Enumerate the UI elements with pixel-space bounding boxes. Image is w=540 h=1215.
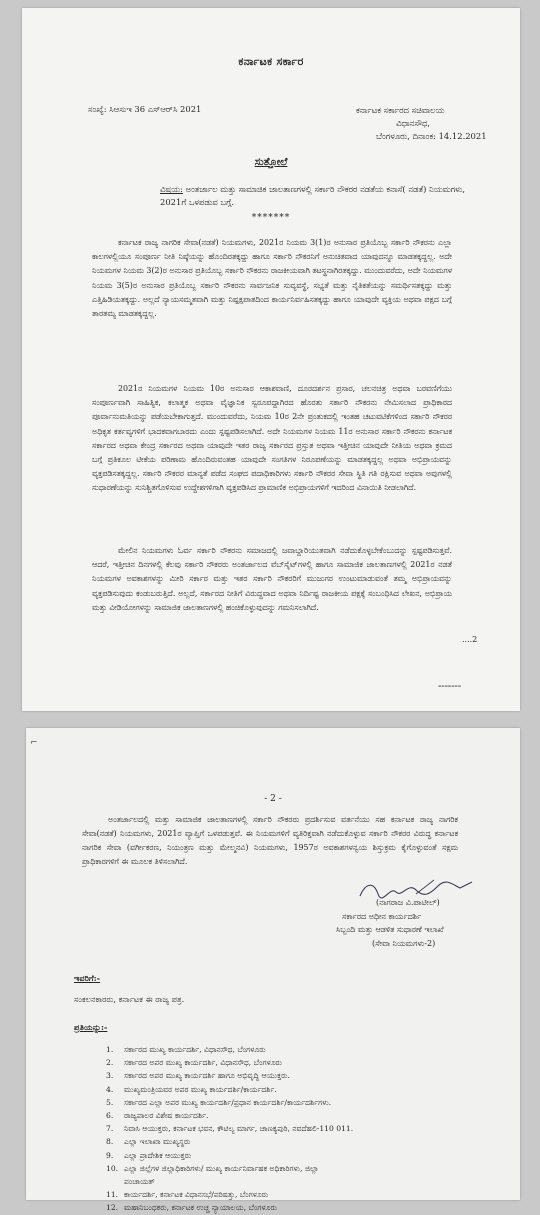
list-item: 1. ಸರ್ಕಾರದ ಮುಖ್ಯ ಕಾರ್ಯದರ್ಶಿ, ವಿಧಾನಸೌಧ, ಬೆಂಗಳೂರು <box>106 1045 266 1054</box>
list-item: 8. ಎಲ್ಲಾ ಇಲಾಖಾ ಮುಖ್ಯಸ್ಥರು <box>106 1137 191 1147</box>
office-line-1: ಕರ್ನಾಟಕ ಸರ್ಕಾರದ ಸಚಿವಾಲಯ <box>356 105 445 115</box>
government-header: ಕರ್ನಾಟಕ ಸರ್ಕಾರ <box>238 55 304 68</box>
subject-label: ವಿಷಯ: <box>160 184 183 194</box>
to-recipient: ಸಂಕಲನಕಾರರು, ಕರ್ನಾಟಕ ಈ ರಾಜ್ಯ ಪತ್ರ. <box>74 994 185 1004</box>
list-item: 2. ಸರ್ಕಾರದ ಅಪರ ಮುಖ್ಯ ಕಾರ್ಯದರ್ಶಿ, ವಿಧಾನಸೌಧ, ಬೆಂಗಳೂರು <box>106 1058 282 1068</box>
list-item: 9. ಎಲ್ಲಾ ಪ್ರಾದೇಶಿಕ ಆಯುಕ್ತರು <box>106 1150 192 1160</box>
signatory-section: (ಸೇವಾ ನಿಯಮಗಳು-2) <box>372 938 436 948</box>
document-page-1 <box>22 8 520 711</box>
list-item: ಪಂಚಾಯತ್ <box>124 1177 155 1187</box>
circular-title: ಸುತ್ತೋಲೆ <box>254 156 288 168</box>
office-line-2: ವಿಧಾನಸೌಧ, <box>396 118 431 128</box>
list-item: 3. ಸರ್ಕಾರದ ಅಪರ ಮುಖ್ಯ ಕಾರ್ಯದರ್ಶಿ ಹಾಗೂ ಅಭಿವೃದ್ಧಿ ಆಯುಕ್ತರು. <box>106 1071 290 1081</box>
list-item: 5. ಸರ್ಕಾರದ ಎಲ್ಲಾ ಅಪರ ಮುಖ್ಯ ಕಾರ್ಯದರ್ಶಿ/ಪ್ರಧಾನ ಕಾರ್ಯದರ್ಶಿ/ಕಾರ್ಯದರ್ಶಿಗಳು. <box>106 1097 332 1107</box>
paragraph-2: 2021ರ ನಿಯಮಗಳ ನಿಯಮ 10ರ ಅನುಸಾರ ಆಕಾಶವಾಣಿ, ದೂರದರ್ಶನ ಪ್ರಸಾರ, ಚಲನಚಿತ್ರ ಅಥವಾ ಬರವಣಿಗೆಯು ಸಂಪೂರ್ಣವಾಗಿ ಸಾಹಿತ್ಯಿಕ, ಕಲಾತ್ಮಕ ಅಥವಾ ವೈಜ್ಞಾನಿಕ ಸ್ವರೂಪದ್ದಾಗಿರದ ಹೊರತು ಸರ್ಕಾರಿ ನೌಕರನು ನೇಮಿಸಲಾದ ಪ್ರಾಧಿಕಾರದ ಪೂರ್ವಾನುಮತಿಯನ್ನು ಪಡೆಯಬೇಕಾಗುತ್ತದೆ. ಮುಂದುವರೆದು, ನಿಯಮ 10ರ 2ನೇ ಪ್ರಂತುಕದಲ್ಲಿ ಇಂತಹ ಚಟುವಟಿಕೆಗಳಿಂದ ಸರ್ಕಾರಿ ನೌಕರರ ಅಧಿಕೃತ ಕರ್ತವ್ಯಗಳಿಗೆ ಭಾದಕವಾಗಬಾರದು ಎಂದು ಸ್ಪಷ್ಟಪಡಿಸಲಾಗಿದೆ. ಅದೇ ನಿಯಮಗಳ ನಿಯಮ 11ರ ಅನುಸಾರ ಸರ್ಕಾರಿ ನೌಕರನು ಕರ್ನಾಟಕ ಸರ್ಕಾರದ ಅಥವಾ ಕೇಂದ್ರ ಸರ್ಕಾರದ ಅಥವಾ ಯಾವುದೇ ಇತರ ರಾಜ್ಯ ಸರ್ಕಾರದ ಪ್ರಸ್ತುತ ಅಥವಾ ಇತ್ತೀಚಿನ ಯಾವುದೇ ನೀತಿಯ ಅಥವಾ ಕ್ರಮದ ಬಗ್ಗೆ ಪ್ರತಿಕೂಲ ಟೀಕೆಯ ಪರಿಣಾಮ ಹೊಂದಿರುವಂತಹ ಯಾವುದೇ ಸಂಗತಿಗಳ ನಿರೂಪಣೆಯನ್ನು ಮಾಡತಕ್ಕದ್ದಲ್ಲ ಅಥವಾ ಅಭಿಪ್ರಾಯವನ್ನು ವ್ಯಕ್ತಪಡಿಸತಕ್ಕದ್ದಲ್ಲ. ಸರ್ಕಾರಿ ನೌಕರರ ಮಾನ್ಯತೆ ಪಡೆದ ಸಂಘದ ಪದಾಧಿಕಾರಿಗಳು ಸರ್ಕಾರಿ ನೌಕರರ ಸೇವಾ ಸ್ಥಿತಿ ಗತಿ ರಕ್ಷಿಸುವ ಅಥವಾ ಅವುಗಳಲ್ಲಿ ಸುಧಾರಣೆಯನ್ನು ಸುನಿಶ್ಚಿತಗೊಳಿಸುವ ಉದ್ದೇಶಗಳಿಗಾಗಿ ವ್ಯಕ್ತಪಡಿಸಿದ ಪ್ರಾಮಾಣಿಕ ಅಭಿಪ್ರಾಯಗಳಿಗೆ ಇದರಿಂದ ವಿನಾಯಿತಿ ನೀಡಲಾಗಿದೆ. <box>92 384 452 493</box>
list-item: 12. ಮಹಾನಿಬಂಧಕರು, ಕರ್ನಾಟಕ ಉಚ್ಚ ನ್ಯಾಯಾಲಯ, ಬೆಂಗಳೂರು <box>106 1203 277 1213</box>
list-item: 11. ಕಾರ್ಯದರ್ಶಿ, ಕರ್ನಾಟಕ ವಿಧಾನಸಭೆ/ಪರಿಷತ್ತು, ಬೆಂಗಳೂರು <box>106 1190 269 1200</box>
page-number: - 2 - <box>264 794 282 804</box>
paragraph-page-2: ಅಂತರ್ಜಾಲದಲ್ಲಿ ಮತ್ತು ಸಾಮಾಜಿಕ ಜಾಲತಾಣಗಳಲ್ಲಿ ಸರ್ಕಾರಿ ನೌಕರರು ಪ್ರದರ್ಶಿಸುವ ವರ್ತನೆಯು ಸಹ ಕರ್ನಾಟಕ ರಾಜ್ಯ ನಾಗರಿಕ ಸೇವಾ(ನಡತೆ) ನಿಯಮಗಳು, 2021ರ ವ್ಯಾಪ್ತಿಗೆ ಒಳಪಡುತ್ತವೆ. ಈ ನಿಯಮಗಳಿಗೆ ವ್ಯತಿರಿಕ್ತವಾಗಿ ನಡೆದುಕೊಳ್ಳುವ ಸರ್ಕಾರಿ ನೌಕರರ ವಿರುದ್ಧ ಕರ್ನಾಟಕ ನಾಗರಿಕ ಸೇವಾ (ವರ್ಗೀಕರಣ, ನಿಯಂತ್ರಣ ಮತ್ತು ಮೇಲ್ಮನವಿ) ನಿಯಮಗಳು, 1957ರ ಅವಕಾಶಗಳನ್ವಯ ಶಿಸ್ತುಕ್ರಮ ಕೈಗೊಳ್ಳುವಂತೆ ಸಕ್ಷಮ ಪ್ರಾಧಿಕಾರಗಳಿಗೆ ಈ ಮೂಲಕ ತಿಳಿಸಲಾಗಿದೆ. <box>82 815 458 866</box>
office-date: ಬೆಂಗಳೂರು, ದಿನಾಂಕ: 14.12.2021 <box>376 131 487 141</box>
next-page-marker: ....2 <box>462 635 478 644</box>
signatory-block <box>336 896 444 950</box>
list-item: 4. ಮುಖ್ಯಮಂತ್ರಿಯವರ ಅಪರ ಮುಖ್ಯ ಕಾರ್ಯದರ್ಶಿ/ಕಾರ್ಯದರ್ಶಿ. <box>106 1084 277 1094</box>
list-item: 10. ಎಲ್ಲಾ ಜಿಲ್ಲೆಗಳ ಜಿಲ್ಲಾಧಿಕಾರಿಗಳು/ ಮುಖ್ಯ ಕಾರ್ಯನಿರ್ವಾಹಕ ಅಧಿಕಾರಿಗಳು, ಜಿಲ್ಲಾ <box>106 1163 319 1173</box>
paragraph-3: ಮೇಲಿನ ನಿಯಮಗಳು ಓರ್ವ ಸರ್ಕಾರಿ ನೌಕರನು ಸಮಾಜದಲ್ಲಿ ಜವಾಬ್ದಾರಿಯುತವಾಗಿ ನಡೆದುಕೊಳ್ಳಬೇಕೆಂಬುದನ್ನು ಸ್ಪಷ್ಟಪಡಿಸುತ್ತವೆ. ಆದರೆ, ಇತ್ತೀಚಿನ ದಿನಗಳಲ್ಲಿ ಕೆಲವು ಸರ್ಕಾರಿ ನೌಕರರು ಅಂತರ್ಜಾಲದ ವೆಬ್‌ಸೈಟ್‌ಗಳಲ್ಲಿ ಹಾಗೂ ಸಾಮಾಜಿಕ ಜಾಲತಾಣಗಳಲ್ಲಿ 2021ರ ನಡತೆ ನಿಯಮಗಳ ಅವಕಾಶಗಳನ್ನು ಮೀರಿ ಸರ್ಕಾರ ಮತ್ತು ಇತರ ಸರ್ಕಾರಿ ನೌಕರರಿಗೆ ಮುಜುಗರ ಉಂಟುಮಾಡುವಂತೆ ತಮ್ಮ ಅಭಿಪ್ರಾಯವನ್ನು ವ್ಯಕ್ತಪಡಿಸುವುದು ಕಂಡುಬರುತ್ತಿದೆ. ಅಲ್ಲದೆ, ಸರ್ಕಾರದ ನೀತಿಗೆ ವಿರುದ್ಧವಾದ ಅಥವಾ ನಿರ್ದಿಷ್ಟ ರಾಜಕೀಯ ಪಕ್ಷಕ್ಕೆ ಸಂಬಂಧಿಸಿದ ಲೇಖನ, ಅಭಿಪ್ರಾಯ ಮತ್ತು ವೀಡಿಯೋಗಳನ್ನು ಸಾಮಾಜಿಕ ಜಾಲತಾಣಗಳಲ್ಲಿ ಹಂಚಿಕೊಳ್ಳುವುದನ್ನು ಗಮನಿಸಲಾಗಿದೆ. <box>92 546 452 612</box>
reference-number: ಸಂಖ್ಯೆ: ಸಿಆಸುಇ 36 ಎಸ್‌ಆರ್‌ಸಿ 2021 <box>88 104 202 114</box>
copies-label: ಪ್ರತಿಯನ್ನು:- <box>74 1022 108 1032</box>
binding-mark-icon: ⌐ <box>30 738 38 748</box>
signatory-name: (ನಾಗರಾಜ ವಿ.ಪಾಟೀಲ್) <box>376 898 440 907</box>
signatory-department: ಸಿಬ್ಬಂದಿ ಮತ್ತು ಆಡಳಿತ ಸುಧಾರಣೆ ಇಲಾಖೆ <box>336 925 444 934</box>
scanner-watermark: ▬▬▬▬▬▬▬ <box>438 684 462 688</box>
to-label: ಇವರಿಗೆ:- <box>74 973 101 983</box>
office-address <box>356 104 487 143</box>
paragraph-1: ಕರ್ನಾಟಕ ರಾಜ್ಯ ನಾಗರಿಕ ಸೇವಾ(ನಡತೆ) ನಿಯಮಗಳು, 2021ರ ನಿಯಮ 3(1)ರ ಅನುಸಾರ ಪ್ರತಿಯೊಬ್ಬ ಸರ್ಕಾರಿ ನೌಕರನು ಎಲ್ಲಾ ಕಾಲಗಳಲ್ಲಿಯೂ ಸಂಪೂರ್ಣ ನೀತಿ ನಿಷ್ಠೆಯನ್ನು ಹೊಂದಿರತಕ್ಕದ್ದು ಹಾಗೂ ಸರ್ಕಾರಿ ನೌಕರನಿಗೆ ಅನುಚಿತವಾದ ಯಾವುದನ್ನೂ ಮಾಡತಕ್ಕದ್ದಲ್ಲ. ಅದೇ ನಿಯಮಗಳ ನಿಯಮ 3(2)ರ ಅನುಸಾರ ಪ್ರತಿಯೊಬ್ಬ ಸರ್ಕಾರಿ ನೌಕರನು ರಾಜಕೀಯವಾಗಿ ತಟಸ್ಥನಾಗಿರತಕ್ಕದ್ದು. ಮುಂದುವರೆದು, ಅದೇ ನಿಯಮಗಳ ನಿಯಮ 3(5)ರ ಅನುಸಾರ ಪ್ರತಿಯೊಬ್ಬ ಸರ್ಕಾರಿ ನೌಕರನು ಸಾರ್ವಜನಿಕ ಸುವ್ಯವಸ್ಥೆ, ಸಭ್ಯತೆ ಮತ್ತು ನೈತಿಕತೆಯನ್ನು ಸಮರ್ಥಿಸತಕ್ಕದ್ದು ಮತ್ತು ಎತ್ತಿಹಿಡಿಯತಕ್ಕದ್ದು. ಅಲ್ಲದೆ ನ್ಯಾಯಸಮ್ಮತವಾಗಿ ಮತ್ತು ನಿಷ್ಪಕ್ಷಪಾತದಿಂದ ಕಾರ್ಯನಿರ್ವಹಿಸತಕ್ಕದ್ದು ಹಾಗೂ ಯಾವುದೇ ವ್ಯಕ್ತಿಯ ಅಥವಾ ಪಕ್ಷದ ಬಗ್ಗೆ ತಾರತಮ್ಯ ಮಾಡತಕ್ಕದ್ದಲ್ಲ. <box>92 238 452 319</box>
list-item: 6. ರಾಜ್ಯಪಾಲರ ವಿಶೇಷ ಕಾರ್ಯದರ್ಶಿ. <box>106 1111 209 1121</box>
separator-stars: ******* <box>251 213 291 223</box>
document-page-2 <box>26 728 520 1213</box>
copies-list <box>106 1043 506 1215</box>
subject-text: ಅಂತರ್ಜಾಲ ಮತ್ತು ಸಾಮಾಜಿಕ ಜಾಲತಾಣಗಳಲ್ಲಿ ಸರ್ಕಾರಿ ನೌಕರರ ನಡತೆಯ ಕನಾಸೆ( ನಡತೆ) ನಿಯಮಗಳು, 2021ಗೆ ಒಳಪಡುವ ಬಗ್ಗೆ. <box>160 184 466 207</box>
list-item: 7. ನಿವಾಸಿ ಆಯುಕ್ತರು, ಕರ್ನಾಟಕ ಭವನ, ಕೌಟಿಲ್ಯ ಮಾರ್ಗ, ಚಾಣಕ್ಯಪುರಿ, ನವದೆಹಲಿ-110 011. <box>106 1124 354 1134</box>
subject-line <box>160 183 480 209</box>
signatory-designation: ಸರ್ಕಾರದ ಅಧೀನ ಕಾರ್ಯದರ್ಶಿ <box>342 911 422 921</box>
